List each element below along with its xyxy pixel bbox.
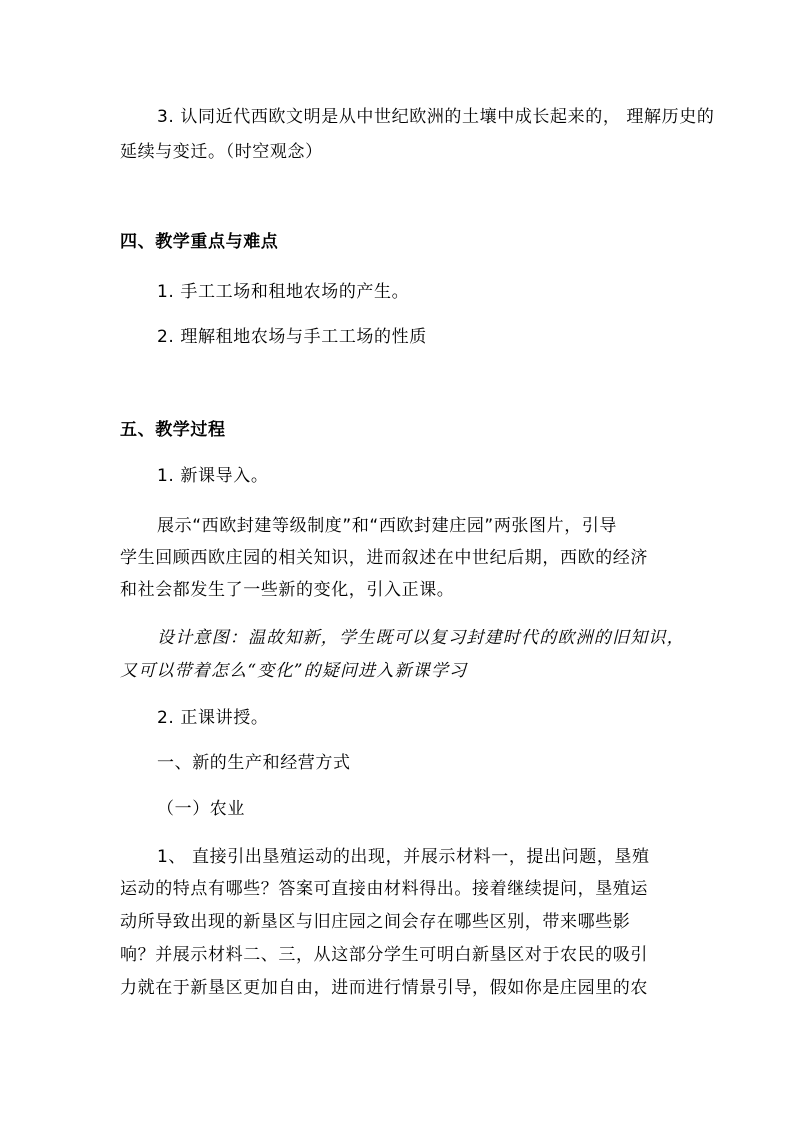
paragraph-line-1: 1、 直接引出垦殖运动的出现，并展示材料一，提出问题，垦殖 <box>157 847 650 867</box>
section-5-heading: 五、教学过程 <box>120 420 226 440</box>
intro-line-1: 展示“西欧封建等级制度”和“西欧封建庄园”两张图片，引导 <box>157 516 618 536</box>
step-2-label: 2. 正课讲授。 <box>157 708 269 728</box>
design-intent-line-2: 又可以带着怎么“变化”的疑问进入新课学习 <box>120 661 468 681</box>
step-1-label: 1. 新课导入。 <box>157 466 269 486</box>
intro-line-2: 学生回顾西欧庄园的相关知识，进而叙述在中世纪后期，西欧的经济 <box>120 548 648 568</box>
paragraph-line-4: 响？并展示材料二、三，从这部分学生可明白新垦区对于农民的吸引 <box>120 945 648 965</box>
paragraph-line-5: 力就在于新垦区更加自由，进而进行情景引导，假如你是庄园里的农 <box>120 978 648 998</box>
section-4-heading: 四、教学重点与难点 <box>120 232 279 252</box>
paragraph-line-3: 动所导致出现的新垦区与旧庄园之间会存在哪些区别，带来哪些影 <box>120 912 631 932</box>
subsection-1a-heading: （一）农业 <box>157 799 245 819</box>
subsection-1-heading: 一、新的生产和经营方式 <box>157 753 351 773</box>
intro-line-3: 和社会都发生了一些新的变化，引入正课。 <box>120 580 455 600</box>
section-4-item-1: 1. 手工工场和租地农场的产生。 <box>157 282 410 302</box>
design-intent-line-1: 设计意图：温故知新，学生既可以复习封建时代的欧洲的旧知识， <box>157 628 685 648</box>
paragraph-line-2: 运动的特点有哪些？答案可直接由材料得出。接着继续提问，垦殖运 <box>120 879 648 899</box>
objective-3-line-2: 延续与变迁。（时空观念） <box>120 142 323 162</box>
objective-3-line-1: 3. 认同近代西欧文明是从中世纪欧洲的土壤中成长起来的， 理解历史的 <box>157 107 715 127</box>
section-4-item-2: 2. 理解租地农场与手工工场的性质 <box>157 327 427 347</box>
